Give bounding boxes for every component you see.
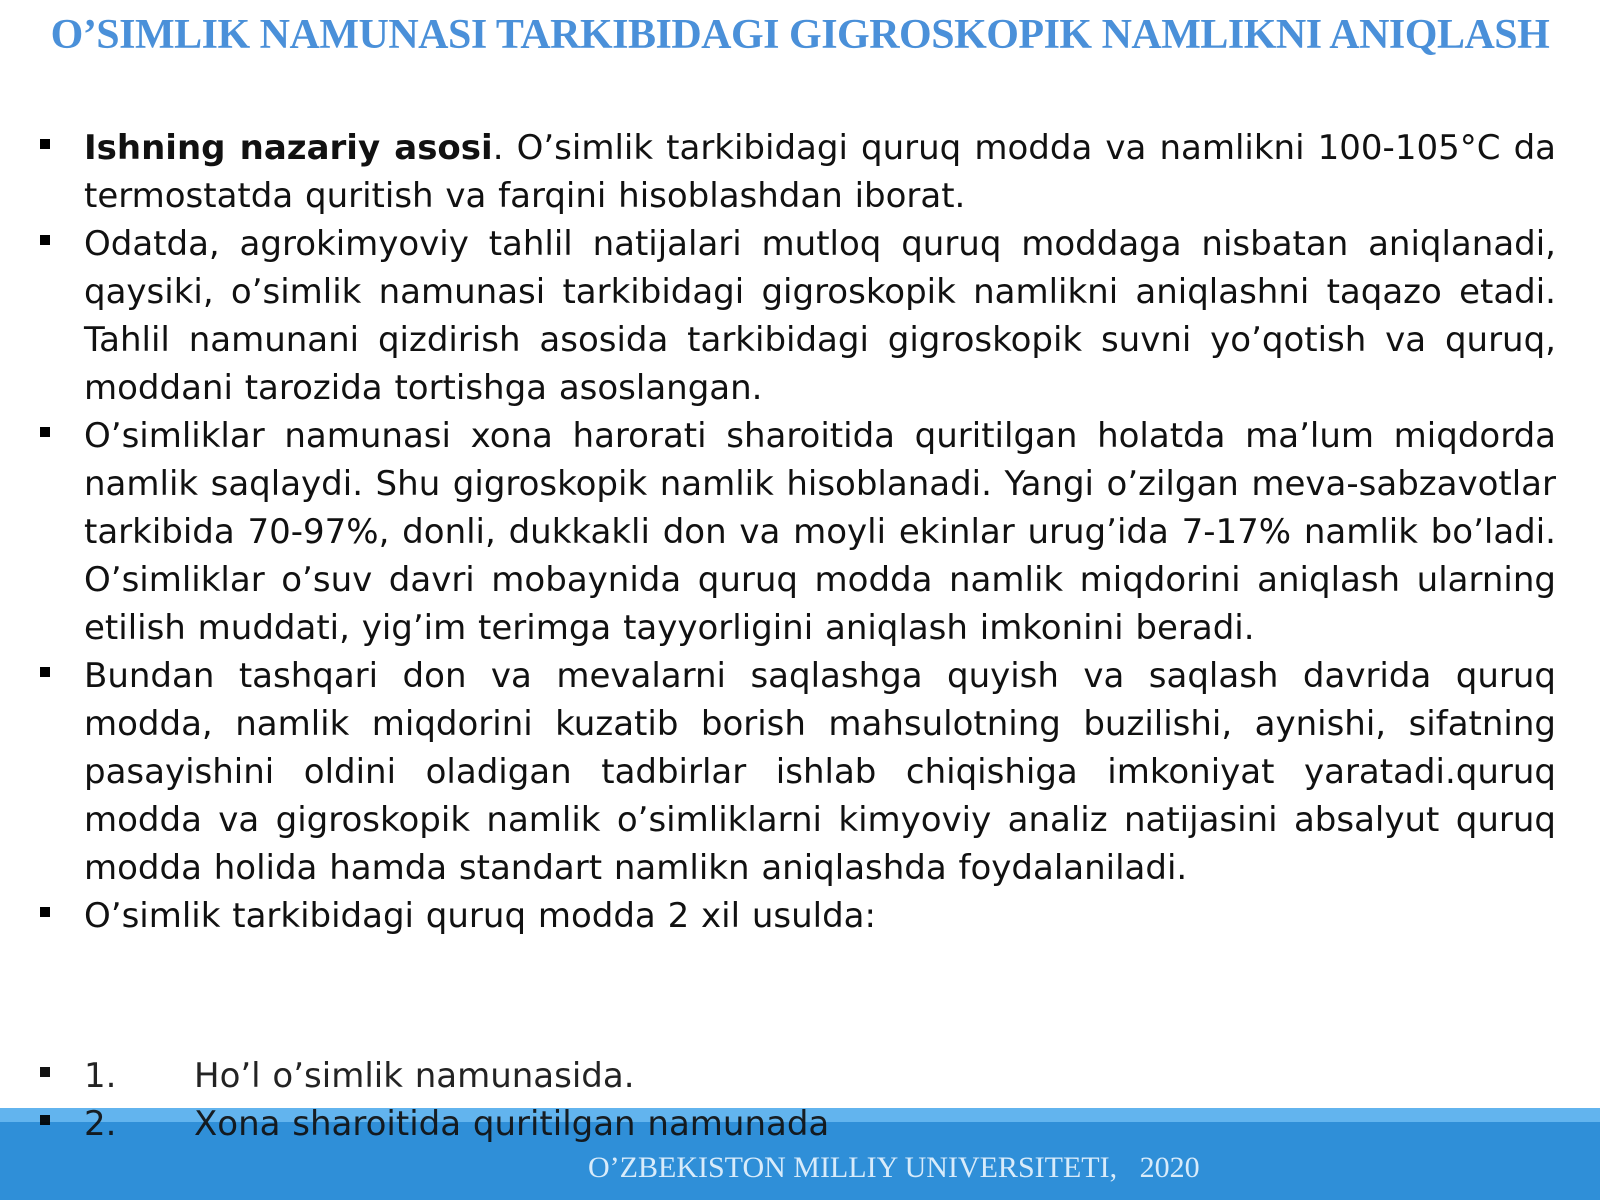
paragraph-text: Odatda, agrokimyoviy tahlil natijalari mutloq quruq moddaga nisbatan aniqlanadi, qaysiki, o’simlik namunasi tarkibidagi gigroskopik namlikni aniqlashni taqazo etadi. Tahlil namunani qizdirish asosida tarkibidagi gigroskopik suvni yo’qotish va quruq, moddani tarozida tortishga asoslangan. <box>84 224 1556 408</box>
item-number: 2. <box>84 1104 117 1144</box>
list-item <box>36 892 1556 940</box>
square-bullet-icon <box>36 652 84 700</box>
square-bullet-icon <box>36 1052 84 1100</box>
footer-text: O’ZBEKISTON MILLIY UNIVERSITETI, 2020 <box>588 1151 1200 1184</box>
list-item <box>36 412 1556 652</box>
list-item <box>36 124 1556 220</box>
numbered-list <box>36 1052 1556 1148</box>
square-bullet-icon <box>36 892 84 940</box>
numbered-item-text <box>84 1100 1556 1148</box>
paragraph-text <box>84 124 1556 220</box>
paragraph-text: Bundan tashqari don va mevalarni saqlashga quyish va saqlash davrida quruq modda, namlik miqdorini kuzatib borish mahsulotning buzilishi, aynishi, sifatning pasayishini oldini oladigan tadbirlar ishlab chiqishiga imkoniyat yaratadi.quruq modda va gigroskopik namlik o’simliklarni kimyoviy analiz natijasini absalyut quruq modda holida hamda standart namlikn aniqlashda foydalaniladi. <box>84 656 1556 888</box>
item-label: Ho’l o’simlik namunasida. <box>194 1056 635 1096</box>
numbered-item <box>36 1100 1556 1148</box>
bullet-list <box>36 124 1556 940</box>
item-label: Xona sharoitida quritilgan namunada <box>194 1104 830 1144</box>
numbered-item-text <box>84 1052 1556 1100</box>
square-bullet-icon <box>36 1100 84 1148</box>
paragraph-text: O’simlik tarkibidagi quruq modda 2 xil usulda: <box>84 896 876 936</box>
slide-title: O’SIMLIK NAMUNASI TARKIBIDAGI GIGROSKOPIK NAMLIKNI ANIQLASH <box>50 12 1550 58</box>
list-item <box>36 220 1556 412</box>
square-bullet-icon <box>36 124 84 172</box>
numbered-item <box>36 1052 1556 1100</box>
paragraph-body: . O’simlik tarkibidagi quruq modda va namlikni 100-105°C da termostatda quritish va farqini hisoblashdan iborat. <box>84 128 1556 216</box>
list-item <box>36 652 1556 892</box>
square-bullet-icon <box>36 412 84 460</box>
square-bullet-icon <box>36 220 84 268</box>
item-number: 1. <box>84 1056 117 1096</box>
paragraph-text: O’simliklar namunasi xona harorati sharoitida quritilgan holatda ma’lum miqdorda namlik saqlaydi. Shu gigroskopik namlik hisoblanadi. Yangi o’zilgan meva-sabzavotlar tarkibida 70-97%, donli, dukkakli don va moyli ekinlar urug’ida 7-17% namlik bo’ladi. O’simliklar o’suv davri mobaynida quruq modda namlik miqdorini aniqlash ularning etilish muddati, yig’im terimga tayyorligini aniqlash imkonini beradi. <box>84 416 1556 648</box>
paragraph-lead: Ishning nazariy asosi <box>84 128 493 168</box>
